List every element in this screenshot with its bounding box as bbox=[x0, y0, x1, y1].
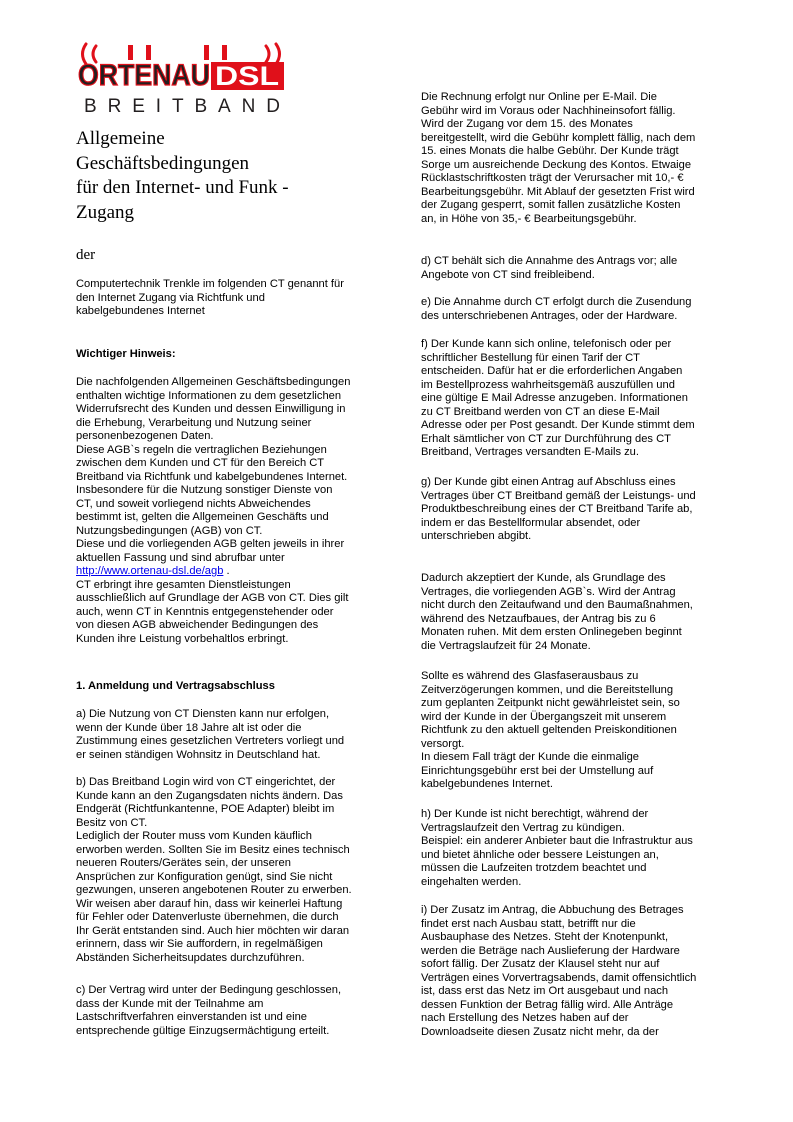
title-line: Allgemeine bbox=[76, 128, 165, 149]
paragraph-sollte bbox=[421, 670, 721, 792]
para-a-text: a) Die Nutzung von CT Diensten kann nur erfolgen, wenn der Kunde über 18 Jahre alt ist oder die Zustimmung eines gesetzlichen Vertreters vorliegt und er seinen ständigen Wohnsitz in Deutschland hat. bbox=[76, 708, 345, 761]
para-d-text: d) CT behält sich die Annahme des Antrags vor; alle Angebote von CT sind freibleibend. bbox=[421, 255, 678, 281]
paragraph-g bbox=[421, 476, 721, 544]
para-h-text: h) Der Kunde ist nicht berechtigt, während der Vertragslaufzeit den Vertrag zu kündigen. Beispiel: ein anderer Anbieter baut die Infrastruktur aus und bietet ähnliche oder bessere Leistungen an, müssen die Laufzeiten trotzdem beachtet und eingehalten werden. bbox=[421, 808, 693, 888]
paragraph-h bbox=[421, 808, 721, 889]
hinweis-section bbox=[76, 376, 376, 646]
paragraph-f bbox=[421, 338, 721, 460]
paragraph-b bbox=[76, 776, 376, 965]
para-g-text: g) Der Kunde gibt einen Antrag auf Abschluss eines Vertrages über CT Breitband gemäß der Leistungs- und Produktbeschreibung eines der CT Breitband Tarife ab, indem er das Bestellformular absendet, oder unterschrieben abgibt. bbox=[421, 476, 696, 542]
hinweis-text-1: Die nachfolgenden Allgemeinen Geschäftsbedingungen enthalten wichtige Informationen zu dem gesetzlichen Widerrufsrecht des Kunden und dessen Einwilligung in die Erhebung, Verarbeitung und Nutzung seiner personenbezogenen Daten. Diese AGB`s regeln die vertraglichen Beziehungen zwischen dem Kunden und CT für den Bereich CT Breitband via Richtfunk und kabelgebundenes Internet. Insbesondere für die Nutzung sonstiger Dienste von CT, und soweit vorliegend nichts Abweichendes bestimmt ist, gelten die Allgemeinen Geschäfts und Nutzungsbedingungen (AGB) von CT. Diese und die vorliegenden AGB gelten jeweils in ihrer aktuellen Fassung und sind abrufbar unter bbox=[76, 376, 351, 564]
para-e-text: e) Die Annahme durch CT erfolgt durch die Zusendung des unterschriebenen Antrages, oder der Hardware. bbox=[421, 296, 692, 322]
para-i-text: i) Der Zusatz im Antrag, die Abbuchung des Betrages findet erst nach Ausbau statt, betrifft nur die Ausbauphase des Netzes. Steht der Knotenpunkt, werden die Beträge nach Auslieferung der Hardware sofort fällig. Der Zusatz der Klausel steht nur auf Verträgen eines Vorvertragsabends, damit offensichtlich ist, dass erst das Netz im Ort ausgebaut und nach dessen Funktion der Betrag fällig wird. Alle Anträge nach Erstellung des Netzes haben auf der Downloadseite diesen Zusatz nicht mehr, da der bbox=[421, 904, 697, 1038]
logo-tagline: BREITBAND bbox=[84, 96, 280, 116]
section1-heading bbox=[76, 680, 376, 694]
document-title bbox=[76, 127, 376, 225]
hinweis-heading-text: Wichtiger Hinweis: bbox=[76, 348, 176, 360]
title-line: für den Internet- und Funk - bbox=[76, 177, 289, 198]
para-b-text: b) Das Breitband Login wird von CT eingerichtet, der Kunde kann an den Zugangsdaten nichts ändern. Das Endgerät (Richtfunkantenne, POE Adapter) bleibt im Besitz von CT. Lediglich der Router muss vom Kunden käuflich erworben werden. Sollten Sie im Besitz eines technisch neueren Routers/Gerätes sein, der unseren Ansprüchen zur Konfiguration genügt, sind Sie nicht gezwungen, unseren angebotenen Router zu erwerben. Wir weisen aber darauf hin, dass wir keinerlei Haftung für Fehler oder Datenverluste übernehmen, die durch Ihr Gerät entstanden sind. Auch hier möchten wir daran erinnern, dass wir Sie auffordern, in regelmäßigen Abständen Sicherheitsupdates durchzuführen. bbox=[76, 776, 352, 964]
logo-brand-left: ORTENAU bbox=[78, 59, 210, 92]
hinweis-text-2: CT erbringt ihre gesamten Dienstleistungen ausschließlich auf Grundlage der AGB von CT. Dies gilt auch, wenn CT in Kenntnis entgegenstehender oder von diesen AGB abweichender Bedingungen des Kunden ihre Leistung vorbehaltlos erbringt. bbox=[76, 578, 349, 645]
title-line: Zugang bbox=[76, 201, 135, 223]
hinweis-heading bbox=[76, 348, 376, 362]
link-suffix: . bbox=[223, 565, 230, 577]
paragraph-e bbox=[421, 296, 721, 323]
paragraph-c-continued bbox=[421, 91, 721, 226]
logo-brand-right: DSL bbox=[215, 61, 279, 91]
para-dadurch-text: Dadurch akzeptiert der Kunde, als Grundlage des Vertrages, die vorliegenden AGB`s. Wird der Antrag nicht durch den Zeitaufwand und den Baumaßnahmen, während des Netzaufbaues, der Antrag bis zu 6 Monaten ruhen. Mit dem ersten Onlinegeben beginnt die Vertragslaufzeit für 24 Monate. bbox=[421, 572, 693, 652]
paragraph-c bbox=[76, 984, 376, 1038]
ortenau-dsl-logo bbox=[76, 42, 286, 116]
paragraph-dadurch bbox=[421, 572, 721, 653]
paragraph-d bbox=[421, 255, 721, 282]
title-der: der bbox=[76, 247, 96, 263]
agb-link[interactable]: http://www.ortenau-dsl.de/agb bbox=[76, 565, 224, 577]
para-f-text: f) Der Kunde kann sich online, telefonisch oder per schriftlicher Bestellung für einen Tarif der CT entscheiden. Dafür hat er die erforderlichen Angaben im Bestellprozess wahrheitsgemäß auszufüllen und eine gültige E Mail Adresse anzugeben. Informationen zu CT Breitband werden von CT an diese E-Mail Adresse oder per Post gesandt. Der Kunde stimmt dem Erhalt sämtlicher von CT zur Durchführung des CT Breitband, Vertrages versandten E-Mails zu. bbox=[421, 338, 695, 458]
paragraph-i bbox=[421, 904, 721, 1039]
title-line: Geschäftsbedingungen bbox=[76, 152, 250, 174]
para-c-cont-text: Die Rechnung erfolgt nur Online per E-Mail. Die Gebühr wird im Voraus oder Nachhineinsofort fällig. Wird der Zugang vor dem 15. des Monates bereitgestellt, wird die Gebühr komplett fällig, nach dem 15. eines Monats die halbe Gebühr. Der Kunde trägt Sorge um ausreichende Deckung des Kontos. Etwaige Rücklastschriftkosten trägt der Verursacher mit 10,- € Bearbeitungsgebühr. Mit Ablauf der gesetzten Frist wird der Zugang gesperrt, somit fallen zusätzliche Kosten an, in Höhe von 35,- € Bearbeitungsgebühr. bbox=[421, 91, 696, 225]
para-sollte-text: Sollte es während des Glasfaserausbaus zu Zeitverzögerungen kommen, und die Bereitstellung zum geplanten Zeitpunkt nicht gewährleistet sein, so wird der Kunde in der Übergangszeit mit unserem Richtfunk zu den aktuell geltenden Preiskonditionen versorgt. In diesem Fall trägt der Kunde die einmalige Einrichtungsgebühr erst bei der Umstellung auf kabelgebundenes Internet. bbox=[421, 670, 680, 790]
intro-paragraph bbox=[76, 278, 376, 319]
paragraph-a bbox=[76, 708, 376, 762]
intro-text: Computertechnik Trenkle im folgenden CT genannt für den Internet Zugang via Richtfunk und kabelgebundenes Internet bbox=[76, 278, 344, 317]
para-c-text: c) Der Vertrag wird unter der Bedingung geschlossen, dass der Kunde mit der Teilnahme am Lastschriftverfahren einverstanden ist und eine entsprechende gültige Einzugsermächtigung erteilt. bbox=[76, 984, 342, 1037]
hinweis-link-line bbox=[76, 565, 376, 579]
section1-heading-text: 1. Anmeldung und Vertragsabschluss bbox=[76, 680, 275, 692]
